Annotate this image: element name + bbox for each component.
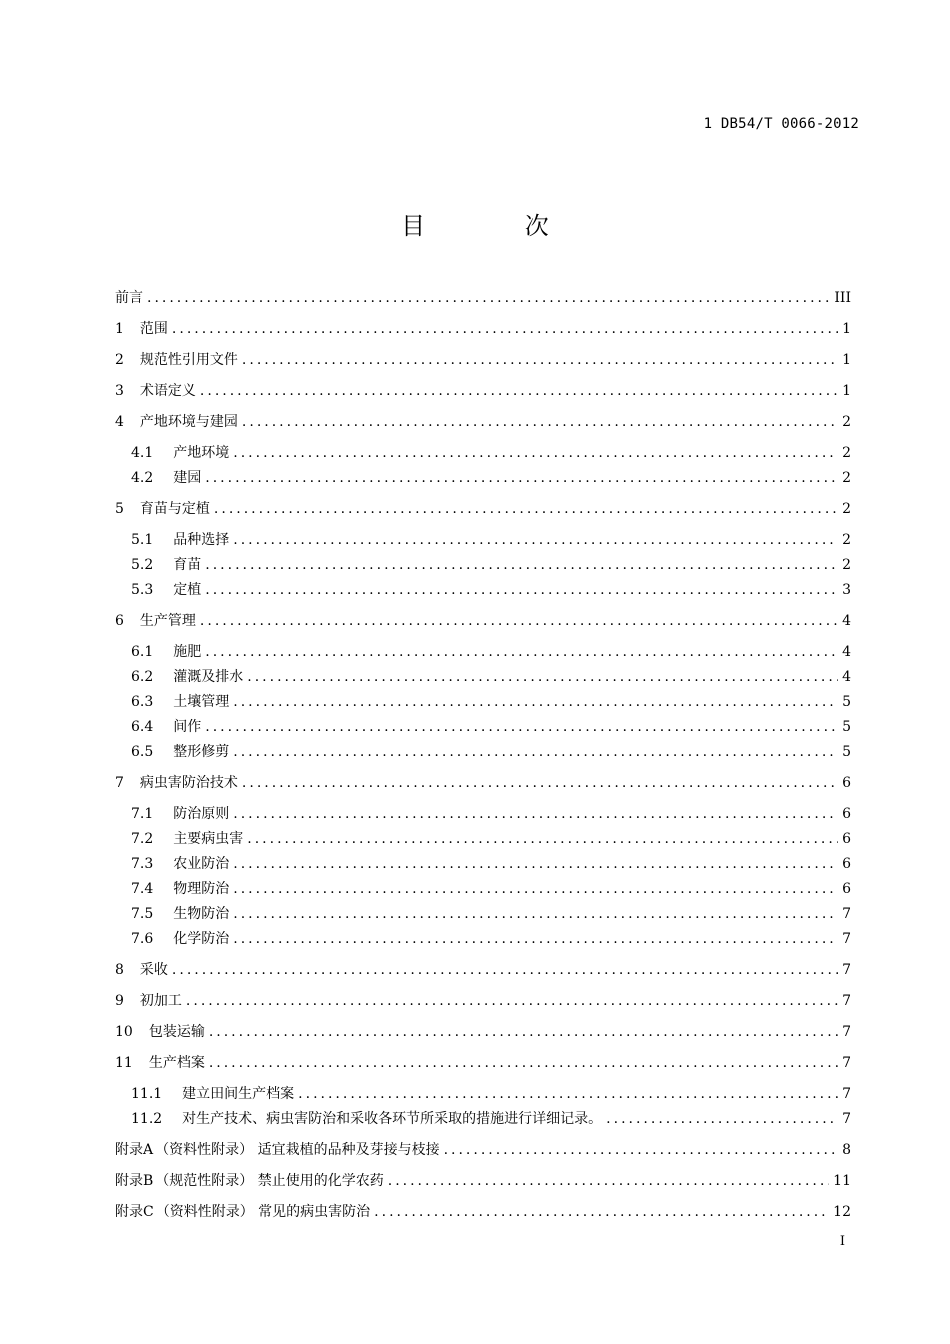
toc-entry-page: 6 bbox=[842, 856, 851, 872]
toc-entry-label: 范围 bbox=[139, 321, 168, 337]
toc-entry-page: 3 bbox=[842, 582, 851, 598]
toc-entry[interactable] bbox=[115, 411, 851, 433]
toc-entry-number: 6.2 bbox=[131, 669, 154, 685]
dot-leader bbox=[247, 828, 838, 850]
toc-entry[interactable] bbox=[131, 442, 851, 464]
dot-leader bbox=[209, 1052, 838, 1074]
toc-entry[interactable] bbox=[115, 772, 851, 794]
toc-entry-number: 11 bbox=[115, 1055, 133, 1071]
toc-entry-page: 6 bbox=[842, 806, 851, 822]
toc-entry-label: 建立田间生产档案 bbox=[182, 1086, 295, 1102]
toc-entry-number: 附录B bbox=[115, 1173, 154, 1189]
dot-leader bbox=[298, 1083, 838, 1105]
toc-entry[interactable] bbox=[115, 318, 851, 340]
dot-leader bbox=[233, 878, 838, 900]
dot-leader bbox=[233, 741, 838, 763]
toc-entry-number: 4.1 bbox=[131, 445, 154, 461]
toc-entry-label: 对生产技术、病虫害防治和采收各环节所采取的措施进行详细记录。 bbox=[182, 1111, 603, 1127]
toc-entry-page: 2 bbox=[842, 557, 851, 573]
toc-entry-label: 土壤管理 bbox=[173, 694, 230, 710]
dot-leader bbox=[388, 1170, 829, 1192]
toc-entry[interactable] bbox=[115, 1052, 851, 1074]
toc-entry[interactable] bbox=[131, 529, 851, 551]
dot-leader bbox=[186, 990, 838, 1012]
toc-entry-number: 附录A bbox=[115, 1142, 154, 1158]
toc-entry[interactable] bbox=[131, 803, 851, 825]
toc-entry[interactable] bbox=[115, 1139, 851, 1161]
toc-entry-page: 5 bbox=[842, 744, 851, 760]
toc-entry-number: 6.3 bbox=[131, 694, 154, 710]
toc-entry-label: 防治原则 bbox=[173, 806, 230, 822]
dot-leader bbox=[147, 287, 830, 309]
dot-leader bbox=[214, 498, 838, 520]
toc-entry-label: 化学防治 bbox=[173, 931, 230, 947]
toc-entry-number: 8 bbox=[115, 962, 124, 978]
dot-leader bbox=[205, 579, 838, 601]
toc-entry-number: 1 bbox=[115, 321, 124, 337]
toc-entry-number: 7.3 bbox=[131, 856, 154, 872]
toc-entry-page: 7 bbox=[842, 1111, 851, 1127]
toc-entry-page: 11 bbox=[833, 1173, 851, 1189]
toc-entry-page: 7 bbox=[842, 1086, 851, 1102]
dot-leader bbox=[233, 853, 838, 875]
toc-entry-page: 7 bbox=[842, 1024, 851, 1040]
toc-entry-number: 11.2 bbox=[131, 1111, 163, 1127]
toc-entry[interactable] bbox=[131, 903, 851, 925]
toc-entry-page: 2 bbox=[842, 501, 851, 517]
toc-entry-page: 2 bbox=[842, 414, 851, 430]
toc-entry-page: 1 bbox=[842, 321, 851, 337]
toc-entry[interactable] bbox=[115, 990, 851, 1012]
toc-entry-page: 6 bbox=[842, 881, 851, 897]
toc-entry-page: 5 bbox=[842, 719, 851, 735]
toc-entry-page: 7 bbox=[842, 993, 851, 1009]
page-folio: I bbox=[839, 1234, 845, 1249]
dot-leader bbox=[205, 467, 838, 489]
toc-entry-label: （规范性附录） 禁止使用的化学农药 bbox=[155, 1173, 384, 1189]
toc-entry-label: （资料性附录） 常见的病虫害防治 bbox=[155, 1204, 371, 1220]
toc-entry-page: 1 bbox=[842, 352, 851, 368]
toc-entry[interactable] bbox=[131, 641, 851, 663]
dot-leader bbox=[233, 691, 838, 713]
toc-entry[interactable] bbox=[131, 467, 851, 489]
toc-entry-number: 3 bbox=[115, 383, 124, 399]
toc-entry-number: 5.3 bbox=[131, 582, 154, 598]
toc-entry-label: 规范性引用文件 bbox=[139, 352, 238, 368]
page-title: 目 次 bbox=[401, 212, 595, 240]
toc-entry-number: 5.2 bbox=[131, 557, 154, 573]
toc-entry-number: 7.5 bbox=[131, 906, 154, 922]
toc-entry-number: 7.1 bbox=[131, 806, 154, 822]
toc-entry[interactable] bbox=[115, 380, 851, 402]
dot-leader bbox=[242, 349, 838, 371]
toc-entry-page: 7 bbox=[842, 931, 851, 947]
toc-entry-number: 4 bbox=[115, 414, 124, 430]
toc-entry-number: 6 bbox=[115, 613, 124, 629]
toc-entry-page: III bbox=[834, 290, 851, 306]
toc-entry[interactable] bbox=[131, 828, 851, 850]
toc-entry-number: 9 bbox=[115, 993, 124, 1009]
toc-entry[interactable] bbox=[115, 287, 851, 309]
toc-entry[interactable] bbox=[131, 716, 851, 738]
toc-entry-page: 5 bbox=[842, 694, 851, 710]
dot-leader bbox=[233, 442, 838, 464]
toc-entry-label: 物理防治 bbox=[173, 881, 230, 897]
toc-entry-page: 7 bbox=[842, 906, 851, 922]
toc-entry[interactable] bbox=[131, 928, 851, 950]
document-code: 1 DB54/T 0066-2012 bbox=[703, 116, 859, 132]
toc-entry-page: 4 bbox=[842, 669, 851, 685]
toc-entry-label: 育苗与定植 bbox=[139, 501, 210, 517]
toc-entry[interactable] bbox=[131, 1108, 851, 1130]
toc-entry-number: 4.2 bbox=[131, 470, 154, 486]
toc-entry-label: 灌溉及排水 bbox=[173, 669, 244, 685]
toc-entry-label: 农业防治 bbox=[173, 856, 230, 872]
toc-entry-page: 6 bbox=[842, 831, 851, 847]
dot-leader bbox=[233, 803, 838, 825]
toc-entry-label: 育苗 bbox=[173, 557, 202, 573]
toc-entry-number: 2 bbox=[115, 352, 124, 368]
toc-entry-number: 附录C bbox=[115, 1204, 154, 1220]
dot-leader bbox=[209, 1021, 838, 1043]
dot-leader bbox=[233, 903, 838, 925]
dot-leader bbox=[172, 959, 838, 981]
dot-leader bbox=[205, 641, 838, 663]
toc-entry[interactable] bbox=[115, 1170, 851, 1192]
toc-entry-number: 5.1 bbox=[131, 532, 154, 548]
dot-leader bbox=[200, 380, 838, 402]
toc-entry-page: 2 bbox=[842, 532, 851, 548]
dot-leader bbox=[172, 318, 838, 340]
dot-leader bbox=[242, 772, 838, 794]
toc-entry-label: 主要病虫害 bbox=[173, 831, 244, 847]
toc-entry-label: 建园 bbox=[173, 470, 202, 486]
toc-entry-label: 产地环境 bbox=[173, 445, 230, 461]
toc-entry-page: 2 bbox=[842, 470, 851, 486]
toc-entry-label: 前言 bbox=[115, 290, 143, 306]
toc-entry-label: 间作 bbox=[173, 719, 202, 735]
dot-leader bbox=[200, 610, 838, 632]
toc-entry-label: 初加工 bbox=[139, 993, 182, 1009]
toc-entry[interactable] bbox=[115, 349, 851, 371]
dot-leader bbox=[444, 1139, 839, 1161]
toc-entry-label: 整形修剪 bbox=[173, 744, 230, 760]
toc-entry-page: 4 bbox=[842, 613, 851, 629]
toc-entry-page: 2 bbox=[842, 445, 851, 461]
toc-entry[interactable] bbox=[131, 878, 851, 900]
toc-entry-page: 4 bbox=[842, 644, 851, 660]
toc-entry[interactable] bbox=[131, 853, 851, 875]
toc-entry-label: （资料性附录） 适宜栽植的品种及芽接与枝接 bbox=[155, 1142, 440, 1158]
toc-entry[interactable] bbox=[131, 579, 851, 601]
toc-entry[interactable] bbox=[131, 554, 851, 576]
toc-entry-page: 8 bbox=[842, 1142, 851, 1158]
dot-leader bbox=[374, 1201, 829, 1223]
toc-entry-label: 产地环境与建园 bbox=[139, 414, 238, 430]
toc-entry-page: 6 bbox=[842, 775, 851, 791]
toc-entry-label: 病虫害防治技术 bbox=[139, 775, 238, 791]
toc-entry-number: 6.4 bbox=[131, 719, 154, 735]
toc-entry-label: 生物防治 bbox=[173, 906, 230, 922]
toc-entry[interactable] bbox=[131, 741, 851, 763]
toc-entry-label: 生产管理 bbox=[139, 613, 196, 629]
dot-leader bbox=[247, 666, 838, 688]
dot-leader bbox=[233, 529, 838, 551]
dot-leader bbox=[606, 1108, 838, 1130]
toc-entry-page: 12 bbox=[833, 1204, 851, 1220]
toc-entry[interactable] bbox=[115, 959, 851, 981]
dot-leader bbox=[242, 411, 838, 433]
toc-entry-page: 7 bbox=[842, 1055, 851, 1071]
toc-entry-label: 生产档案 bbox=[148, 1055, 205, 1071]
toc-entry[interactable] bbox=[115, 1021, 851, 1043]
toc-entry-number: 5 bbox=[115, 501, 124, 517]
toc-entry-label: 定植 bbox=[173, 582, 202, 598]
toc-entry-number: 11.1 bbox=[131, 1086, 163, 1102]
toc-entry-page: 7 bbox=[842, 962, 851, 978]
toc-entry-number: 6.1 bbox=[131, 644, 154, 660]
toc-entry-number: 7.4 bbox=[131, 881, 154, 897]
toc-entry-label: 施肥 bbox=[173, 644, 202, 660]
toc-entry[interactable] bbox=[115, 610, 851, 632]
toc-entry-number: 6.5 bbox=[131, 744, 154, 760]
toc-entry[interactable] bbox=[115, 1201, 851, 1223]
toc-entry[interactable] bbox=[131, 1083, 851, 1105]
toc-entry[interactable] bbox=[115, 498, 851, 520]
toc-entry-label: 术语定义 bbox=[139, 383, 196, 399]
toc-entry-number: 7.6 bbox=[131, 931, 154, 947]
toc-entry-page: 1 bbox=[842, 383, 851, 399]
toc-entry-label: 品种选择 bbox=[173, 532, 230, 548]
dot-leader bbox=[205, 716, 838, 738]
toc-entry-number: 10 bbox=[115, 1024, 133, 1040]
dot-leader bbox=[205, 554, 838, 576]
toc-entry[interactable] bbox=[131, 666, 851, 688]
toc-entry-number: 7 bbox=[115, 775, 124, 791]
toc-entry-number: 7.2 bbox=[131, 831, 154, 847]
toc-entry-label: 包装运输 bbox=[148, 1024, 205, 1040]
toc-entry[interactable] bbox=[131, 691, 851, 713]
dot-leader bbox=[233, 928, 838, 950]
toc-entry-label: 采收 bbox=[139, 962, 168, 978]
